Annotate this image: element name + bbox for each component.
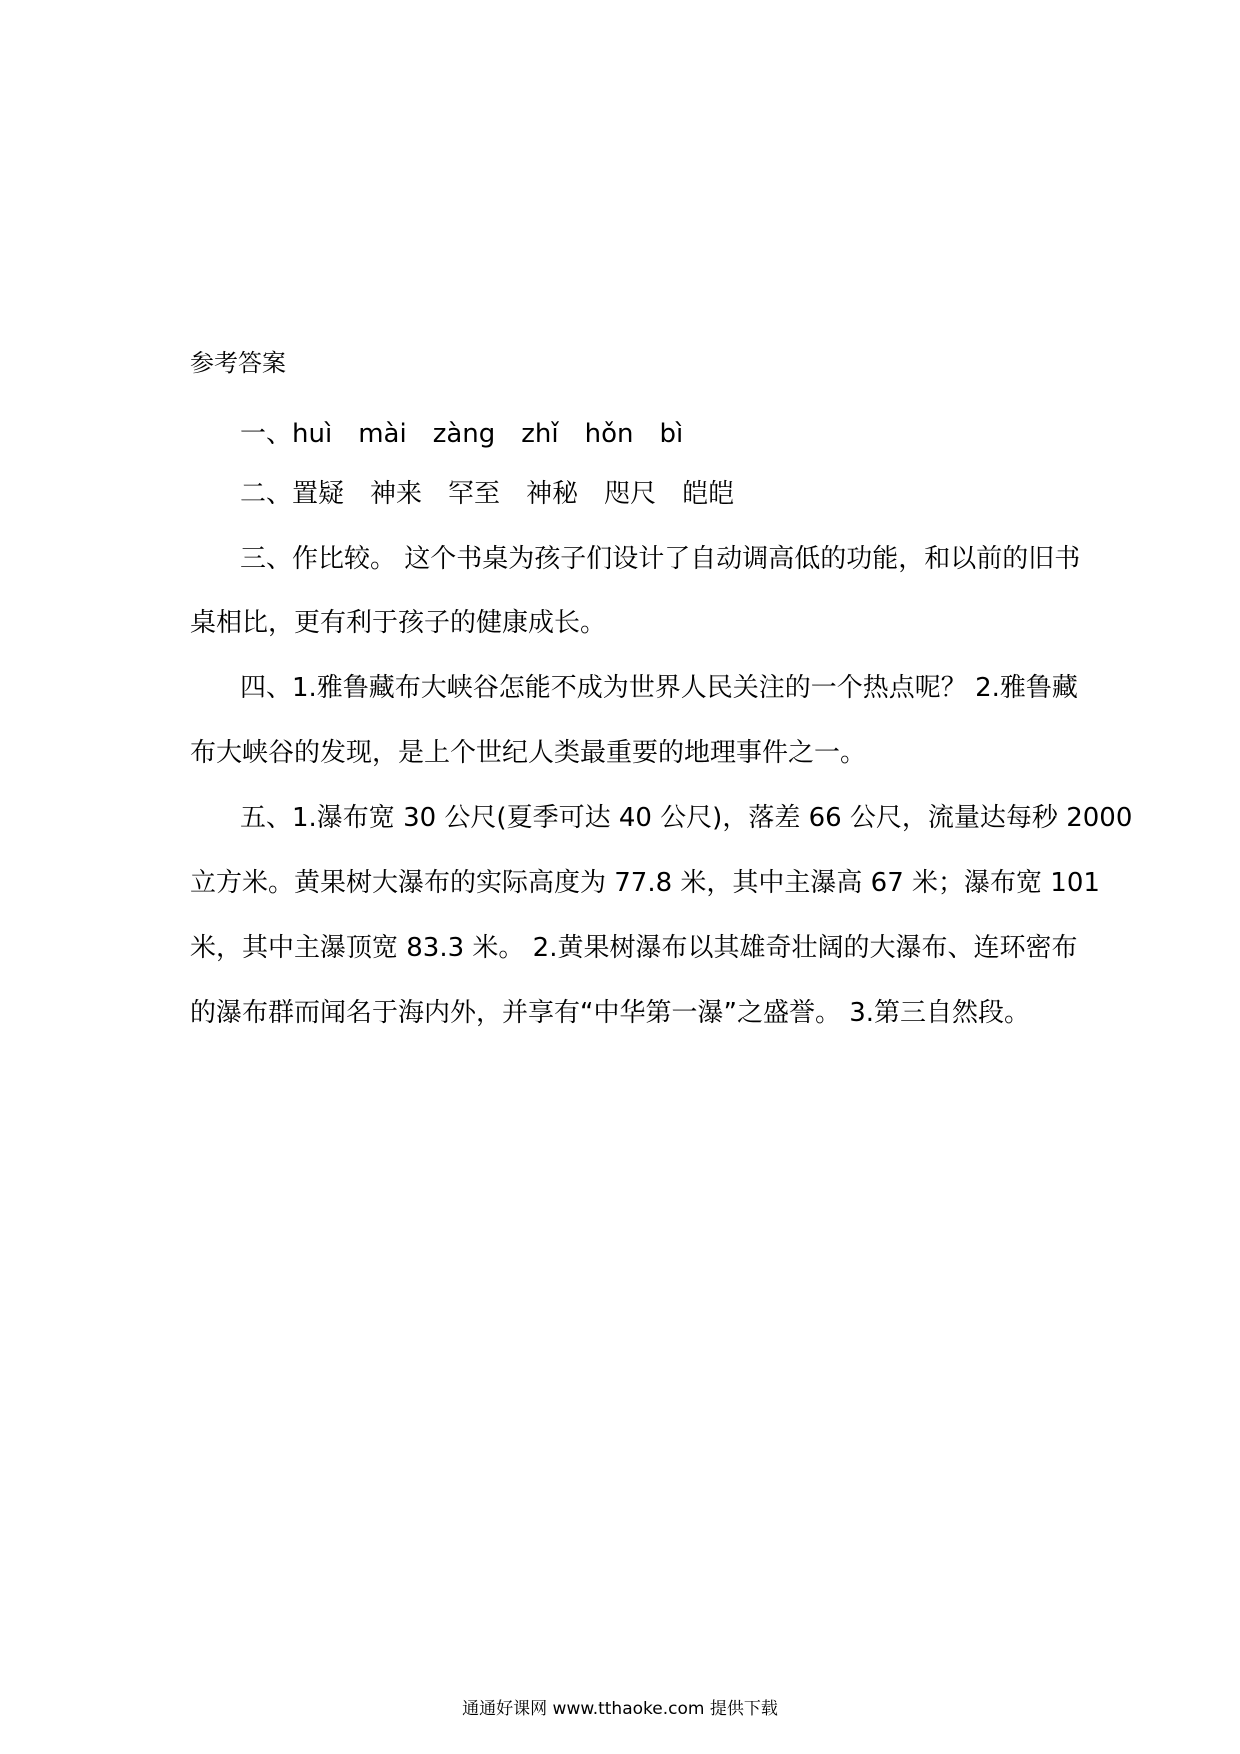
- pinyin-item: huì: [292, 419, 333, 449]
- answer-heading: 参考答案: [190, 349, 286, 377]
- section-1-prefix: 一、: [240, 419, 293, 449]
- section-5-line-1: 五、1.瀑布宽 30 公尺(夏季可达 40 公尺)，落差 66 公尺，流量达每秒 2000: [240, 803, 1133, 833]
- section-5-line-3: 米，其中主瀑顶宽 83.3 米。 2.黄果树瀑布以其雄奇壮阔的大瀑布、连环密布: [190, 933, 1078, 963]
- section-1-pinyin: [240, 418, 1060, 452]
- word-item: 神来: [370, 479, 423, 509]
- section-4-line-2: 布大峡谷的发现，是上个世纪人类最重要的地理事件之一。: [190, 738, 867, 768]
- word-item: 咫尺: [604, 479, 657, 509]
- word-item: 皑皑: [682, 479, 735, 509]
- word-item: 神秘: [526, 479, 579, 509]
- section-2-prefix: 二、: [240, 479, 293, 509]
- section-2-words: [240, 478, 1060, 512]
- word-item: 罕至: [448, 479, 501, 509]
- section-5-line-4: 的瀑布群而闻名于海内外，并享有“中华第一瀑”之盛誉。 3.第三自然段。: [190, 998, 1031, 1028]
- section-3-line-2: 桌相比，更有利于孩子的健康成长。: [190, 608, 607, 638]
- word-item: 置疑: [292, 479, 345, 509]
- pinyin-item: bì: [659, 419, 684, 449]
- pinyin-item: zhǐ: [521, 419, 559, 449]
- section-5-line-2: 立方米。黄果树大瀑布的实际高度为 77.8 米，其中主瀑高 67 米；瀑布宽 101: [190, 868, 1100, 898]
- pinyin-item: mài: [358, 419, 407, 449]
- section-3-line-1: 三、作比较。 这个书桌为孩子们设计了自动调高低的功能，和以前的旧书: [240, 544, 1081, 574]
- section-4-line-1: 四、1.雅鲁藏布大峡谷怎能不成为世界人民关注的一个热点呢？ 2.雅鲁藏: [240, 673, 1078, 703]
- footer-watermark: 通通好课网 www.tthaoke.com 提供下载: [462, 1699, 778, 1719]
- pinyin-item: hǒn: [584, 419, 634, 449]
- pinyin-item: zàng: [432, 419, 496, 449]
